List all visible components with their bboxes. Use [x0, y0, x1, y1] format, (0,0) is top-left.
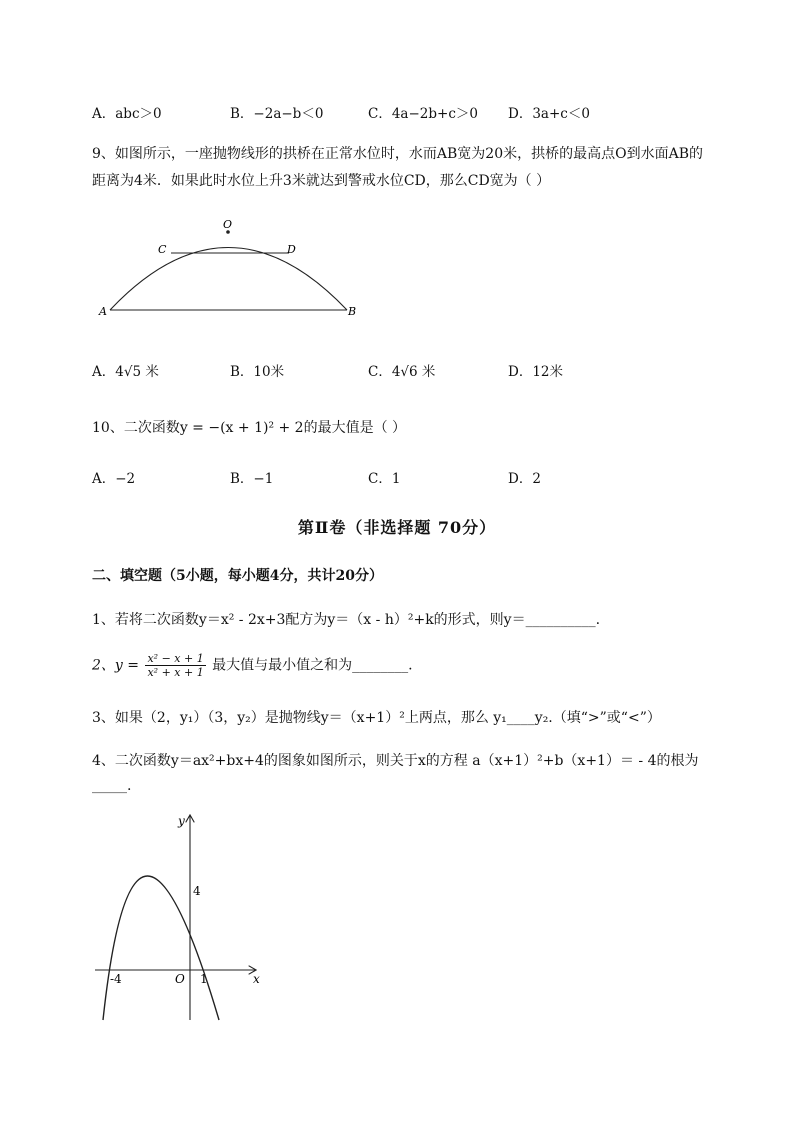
fill-q4-line1: 4、二次函数y＝ax²+bx+4的图象如图所示，则关于x的方程 a（x+1）²+b（x+1）＝ - 4的根为 [92, 753, 699, 769]
y-axis-label: y [178, 814, 185, 828]
bridge-arch-figure [95, 213, 365, 323]
q9-option-a: A．4√5 米 [92, 364, 159, 380]
parabola-curve [103, 876, 219, 1020]
q10-option-a: A．−2 [92, 471, 136, 487]
fill-q2-suffix: 最大值与最小值之和为________. [212, 657, 413, 674]
fill-q2-fraction [145, 652, 205, 679]
label-o: O [223, 218, 233, 231]
fill-q4-line2: _____. [92, 778, 132, 794]
left-root-label: -4 [110, 972, 122, 986]
q8-option-b: B．−2a−b＜0 [230, 106, 324, 122]
y-intercept-label: 4 [193, 884, 201, 898]
q10-option-b: B．−1 [230, 471, 274, 487]
q10-text: 10、二次函数y = −(x + 1)² + 2的最大值是（ ） [92, 420, 407, 436]
q10-option-c: C．1 [368, 471, 401, 487]
q8-option-a: A．abc＞0 [92, 106, 162, 122]
q8-option-d: D．3a+c＜0 [508, 106, 590, 122]
label-b: B [348, 305, 357, 318]
fill-q2 [92, 652, 413, 679]
right-root-label: 1 [200, 972, 208, 986]
q9-text-line1: 9、如图所示，一座抛物线形的拱桥在正常水位时，水而AB宽为20米，拱桥的最高点O到水面AB的 [92, 146, 703, 162]
q9-option-b: B．10米 [230, 364, 285, 380]
q9-option-d: D．12米 [508, 364, 564, 380]
x-axis-label: x [253, 972, 260, 986]
label-a: A [99, 305, 107, 318]
q8-option-c: C．4a−2b+c＞0 [368, 106, 478, 122]
q9-text-line2: 距离为4米．如果此时水位上升3米就达到警戒水位CD，那么CD宽为（ ） [92, 173, 551, 189]
origin-label: O [175, 972, 185, 986]
fill-q3: 3、如果（2，y₁）（3，y₂）是抛物线y＝（x+1）²上两点，那么 y₁____y₂.（填“>”或“<”） [92, 710, 661, 726]
fill-q1: 1、若将二次函数y＝x² - 2x+3配方为y＝（x - h）²+k的形式，则y＝__________. [92, 612, 601, 628]
fill-q2-numerator: x² − x + 1 [147, 652, 204, 665]
arch-curve [110, 248, 347, 311]
fill-q2-denominator: x² + x + 1 [147, 666, 204, 679]
label-c: C [158, 243, 167, 256]
label-d: D [287, 243, 296, 256]
fill-q2-prefix: 2、y = [92, 657, 139, 674]
fill-blank-heading: 二、填空题（5小题，每小题4分，共计20分） [92, 568, 383, 584]
q10-option-d: D．2 [508, 471, 541, 487]
parabola-graph [90, 810, 270, 1025]
q9-option-c: C．4√6 米 [368, 364, 436, 380]
section-title: 第Ⅱ卷（非选择题 70分） [297, 518, 497, 537]
